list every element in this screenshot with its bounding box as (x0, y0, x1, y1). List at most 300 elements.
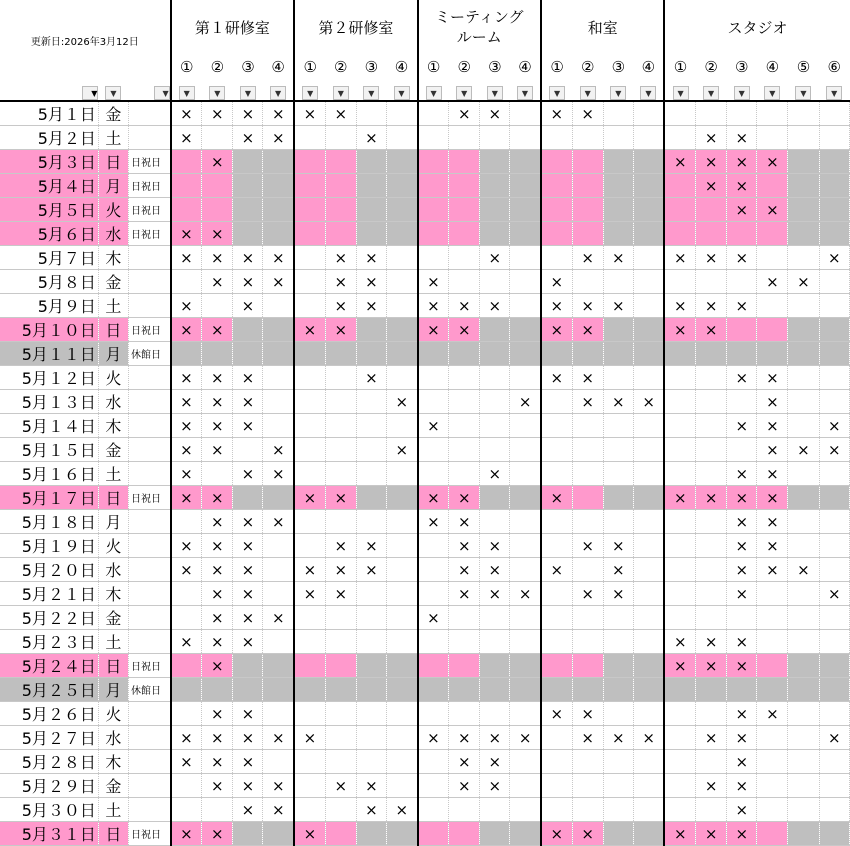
slot-cell[interactable] (356, 558, 386, 582)
slot-cell[interactable] (727, 414, 757, 438)
slot-cell[interactable] (233, 534, 263, 558)
slot-cell[interactable] (418, 438, 449, 462)
slot-cell[interactable] (664, 462, 695, 486)
slot-cell[interactable] (819, 798, 849, 822)
slot-cell[interactable] (325, 318, 356, 342)
slot-cell[interactable] (386, 678, 417, 702)
slot-cell[interactable] (633, 174, 664, 198)
slot-cell[interactable] (819, 126, 849, 150)
slot-cell[interactable] (325, 606, 356, 630)
slot-cell[interactable] (386, 270, 417, 294)
slot-cell[interactable] (603, 414, 633, 438)
slot-cell[interactable] (386, 606, 417, 630)
slot-filter-button[interactable] (696, 80, 727, 101)
slot-filter-button[interactable] (386, 80, 417, 101)
slot-cell[interactable] (757, 101, 788, 126)
slot-cell[interactable] (788, 414, 819, 438)
slot-cell[interactable] (325, 174, 356, 198)
slot-cell[interactable] (418, 270, 449, 294)
slot-filter-button[interactable] (510, 80, 541, 101)
slot-filter-button[interactable] (418, 80, 449, 101)
slot-filter-button[interactable] (633, 80, 664, 101)
slot-cell[interactable] (696, 702, 727, 726)
slot-cell[interactable] (449, 582, 480, 606)
slot-cell[interactable] (325, 630, 356, 654)
slot-cell[interactable] (449, 702, 480, 726)
slot-cell[interactable] (202, 342, 233, 366)
slot-filter-button[interactable] (325, 80, 356, 101)
slot-cell[interactable] (449, 630, 480, 654)
slot-cell[interactable] (325, 294, 356, 318)
slot-cell[interactable] (541, 318, 572, 342)
slot-cell[interactable] (696, 582, 727, 606)
slot-cell[interactable] (325, 270, 356, 294)
slot-cell[interactable] (202, 174, 233, 198)
slot-cell[interactable] (263, 318, 294, 342)
slot-cell[interactable] (788, 750, 819, 774)
slot-cell[interactable] (263, 582, 294, 606)
slot-cell[interactable] (202, 678, 233, 702)
slot-cell[interactable] (633, 150, 664, 174)
slot-cell[interactable] (386, 246, 417, 270)
filter-funnel-icon[interactable]: ▼ (82, 86, 98, 100)
slot-cell[interactable] (325, 534, 356, 558)
slot-cell[interactable] (418, 798, 449, 822)
slot-cell[interactable] (325, 366, 356, 390)
slot-cell[interactable] (202, 774, 233, 798)
slot-cell[interactable] (727, 702, 757, 726)
slot-cell[interactable] (263, 222, 294, 246)
slot-cell[interactable] (233, 366, 263, 390)
slot-cell[interactable] (541, 270, 572, 294)
slot-cell[interactable] (386, 101, 417, 126)
slot-cell[interactable] (819, 390, 849, 414)
slot-cell[interactable] (788, 101, 819, 126)
dow-filter-button[interactable] (98, 80, 128, 101)
slot-cell[interactable] (263, 654, 294, 678)
slot-cell[interactable] (696, 270, 727, 294)
slot-cell[interactable] (572, 750, 603, 774)
slot-cell[interactable] (233, 294, 263, 318)
slot-cell[interactable] (603, 126, 633, 150)
slot-cell[interactable] (418, 726, 449, 750)
slot-cell[interactable] (294, 774, 325, 798)
slot-cell[interactable] (788, 150, 819, 174)
slot-cell[interactable] (202, 702, 233, 726)
slot-cell[interactable] (171, 630, 202, 654)
slot-cell[interactable] (171, 654, 202, 678)
slot-cell[interactable] (356, 486, 386, 510)
slot-cell[interactable] (510, 558, 541, 582)
slot-cell[interactable] (696, 101, 727, 126)
slot-cell[interactable] (386, 126, 417, 150)
date-filter-button[interactable] (0, 80, 98, 101)
slot-cell[interactable] (541, 510, 572, 534)
slot-cell[interactable] (541, 294, 572, 318)
slot-cell[interactable] (325, 678, 356, 702)
slot-cell[interactable] (757, 438, 788, 462)
slot-cell[interactable] (664, 366, 695, 390)
slot-cell[interactable] (325, 462, 356, 486)
slot-cell[interactable] (664, 390, 695, 414)
dropdown-arrow-icon[interactable]: ▼ (640, 86, 656, 100)
slot-cell[interactable] (819, 438, 849, 462)
slot-cell[interactable] (449, 534, 480, 558)
slot-cell[interactable] (449, 198, 480, 222)
slot-cell[interactable] (263, 486, 294, 510)
slot-cell[interactable] (202, 414, 233, 438)
slot-cell[interactable] (788, 822, 819, 846)
slot-cell[interactable] (633, 606, 664, 630)
slot-cell[interactable] (603, 150, 633, 174)
slot-cell[interactable] (757, 822, 788, 846)
slot-cell[interactable] (294, 582, 325, 606)
slot-cell[interactable] (171, 582, 202, 606)
slot-cell[interactable] (757, 390, 788, 414)
slot-cell[interactable] (727, 534, 757, 558)
slot-cell[interactable] (510, 606, 541, 630)
slot-cell[interactable] (572, 318, 603, 342)
slot-cell[interactable] (572, 150, 603, 174)
slot-cell[interactable] (633, 318, 664, 342)
slot-cell[interactable] (541, 150, 572, 174)
slot-cell[interactable] (788, 654, 819, 678)
slot-cell[interactable] (202, 534, 233, 558)
slot-cell[interactable] (788, 294, 819, 318)
slot-cell[interactable] (633, 438, 664, 462)
slot-cell[interactable] (480, 462, 510, 486)
slot-cell[interactable] (541, 678, 572, 702)
slot-cell[interactable] (572, 654, 603, 678)
slot-cell[interactable] (171, 822, 202, 846)
slot-cell[interactable] (171, 702, 202, 726)
slot-cell[interactable] (788, 270, 819, 294)
slot-cell[interactable] (233, 606, 263, 630)
dropdown-arrow-icon[interactable]: ▼ (703, 86, 719, 100)
slot-cell[interactable] (510, 630, 541, 654)
slot-cell[interactable] (664, 318, 695, 342)
slot-cell[interactable] (449, 798, 480, 822)
dropdown-arrow-icon[interactable]: ▼ (795, 86, 811, 100)
slot-cell[interactable] (727, 174, 757, 198)
slot-cell[interactable] (356, 630, 386, 654)
slot-cell[interactable] (171, 726, 202, 750)
slot-cell[interactable] (541, 222, 572, 246)
slot-cell[interactable] (510, 414, 541, 438)
slot-cell[interactable] (633, 462, 664, 486)
slot-cell[interactable] (418, 318, 449, 342)
dropdown-arrow-icon[interactable]: ▼ (826, 86, 842, 100)
slot-cell[interactable] (664, 750, 695, 774)
slot-cell[interactable] (727, 510, 757, 534)
slot-filter-button[interactable] (480, 80, 510, 101)
slot-cell[interactable] (449, 342, 480, 366)
slot-cell[interactable] (325, 126, 356, 150)
slot-cell[interactable] (449, 270, 480, 294)
slot-cell[interactable] (386, 198, 417, 222)
slot-cell[interactable] (664, 246, 695, 270)
slot-cell[interactable] (572, 534, 603, 558)
slot-cell[interactable] (233, 678, 263, 702)
slot-cell[interactable] (633, 534, 664, 558)
slot-cell[interactable] (572, 702, 603, 726)
slot-cell[interactable] (263, 726, 294, 750)
slot-cell[interactable] (449, 318, 480, 342)
slot-cell[interactable] (233, 486, 263, 510)
slot-cell[interactable] (572, 726, 603, 750)
slot-filter-button[interactable] (757, 80, 788, 101)
slot-cell[interactable] (356, 126, 386, 150)
slot-cell[interactable] (202, 582, 233, 606)
slot-cell[interactable] (757, 678, 788, 702)
slot-cell[interactable] (356, 294, 386, 318)
slot-cell[interactable] (356, 702, 386, 726)
slot-cell[interactable] (325, 654, 356, 678)
slot-cell[interactable] (603, 558, 633, 582)
dropdown-arrow-icon[interactable]: ▼ (456, 86, 472, 100)
slot-cell[interactable] (603, 654, 633, 678)
slot-cell[interactable] (727, 750, 757, 774)
slot-cell[interactable] (664, 822, 695, 846)
slot-cell[interactable] (325, 246, 356, 270)
slot-cell[interactable] (233, 438, 263, 462)
slot-cell[interactable] (294, 150, 325, 174)
slot-cell[interactable] (757, 414, 788, 438)
slot-cell[interactable] (233, 174, 263, 198)
slot-cell[interactable] (757, 270, 788, 294)
slot-cell[interactable] (510, 726, 541, 750)
slot-filter-button[interactable] (572, 80, 603, 101)
slot-cell[interactable] (696, 774, 727, 798)
slot-cell[interactable] (480, 390, 510, 414)
slot-cell[interactable] (263, 534, 294, 558)
slot-cell[interactable] (572, 678, 603, 702)
slot-cell[interactable] (449, 222, 480, 246)
slot-cell[interactable] (633, 246, 664, 270)
slot-cell[interactable] (664, 222, 695, 246)
slot-cell[interactable] (263, 294, 294, 318)
slot-cell[interactable] (664, 774, 695, 798)
slot-cell[interactable] (418, 174, 449, 198)
slot-cell[interactable] (633, 630, 664, 654)
slot-cell[interactable] (664, 558, 695, 582)
slot-cell[interactable] (480, 654, 510, 678)
slot-cell[interactable] (788, 606, 819, 630)
slot-cell[interactable] (171, 101, 202, 126)
slot-cell[interactable] (788, 462, 819, 486)
slot-cell[interactable] (418, 750, 449, 774)
slot-cell[interactable] (664, 630, 695, 654)
slot-cell[interactable] (171, 798, 202, 822)
slot-cell[interactable] (418, 486, 449, 510)
slot-cell[interactable] (510, 270, 541, 294)
dropdown-arrow-icon[interactable]: ▼ (549, 86, 565, 100)
slot-cell[interactable] (233, 798, 263, 822)
slot-cell[interactable] (171, 246, 202, 270)
slot-cell[interactable] (633, 726, 664, 750)
slot-cell[interactable] (757, 486, 788, 510)
note-filter-button[interactable] (128, 80, 170, 101)
slot-cell[interactable] (696, 822, 727, 846)
slot-cell[interactable] (356, 222, 386, 246)
slot-cell[interactable] (325, 750, 356, 774)
slot-cell[interactable] (325, 414, 356, 438)
slot-cell[interactable] (510, 678, 541, 702)
slot-cell[interactable] (788, 486, 819, 510)
slot-cell[interactable] (325, 342, 356, 366)
slot-cell[interactable] (202, 726, 233, 750)
slot-cell[interactable] (727, 606, 757, 630)
slot-cell[interactable] (263, 366, 294, 390)
slot-cell[interactable] (727, 390, 757, 414)
slot-cell[interactable] (819, 510, 849, 534)
slot-cell[interactable] (603, 318, 633, 342)
slot-cell[interactable] (480, 726, 510, 750)
slot-filter-button[interactable] (263, 80, 294, 101)
slot-cell[interactable] (386, 462, 417, 486)
slot-cell[interactable] (171, 222, 202, 246)
slot-cell[interactable] (325, 101, 356, 126)
slot-cell[interactable] (819, 198, 849, 222)
slot-cell[interactable] (664, 270, 695, 294)
slot-cell[interactable] (541, 654, 572, 678)
slot-cell[interactable] (418, 366, 449, 390)
slot-cell[interactable] (727, 270, 757, 294)
slot-cell[interactable] (510, 774, 541, 798)
slot-cell[interactable] (386, 390, 417, 414)
slot-cell[interactable] (202, 270, 233, 294)
slot-cell[interactable] (386, 750, 417, 774)
slot-cell[interactable] (386, 294, 417, 318)
slot-cell[interactable] (418, 150, 449, 174)
slot-cell[interactable] (480, 510, 510, 534)
slot-cell[interactable] (510, 294, 541, 318)
slot-cell[interactable] (757, 582, 788, 606)
slot-cell[interactable] (664, 414, 695, 438)
slot-cell[interactable] (819, 414, 849, 438)
slot-cell[interactable] (757, 630, 788, 654)
slot-cell[interactable] (386, 654, 417, 678)
dropdown-arrow-icon[interactable]: ▼ (179, 86, 195, 100)
slot-cell[interactable] (510, 150, 541, 174)
slot-cell[interactable] (233, 630, 263, 654)
slot-cell[interactable] (233, 462, 263, 486)
slot-cell[interactable] (356, 822, 386, 846)
slot-cell[interactable] (263, 390, 294, 414)
slot-filter-button[interactable] (171, 80, 202, 101)
slot-cell[interactable] (356, 654, 386, 678)
slot-cell[interactable] (480, 222, 510, 246)
slot-cell[interactable] (541, 798, 572, 822)
slot-cell[interactable] (727, 294, 757, 318)
slot-cell[interactable] (664, 294, 695, 318)
slot-cell[interactable] (510, 342, 541, 366)
slot-cell[interactable] (418, 558, 449, 582)
slot-cell[interactable] (386, 582, 417, 606)
slot-cell[interactable] (696, 630, 727, 654)
slot-cell[interactable] (480, 414, 510, 438)
slot-cell[interactable] (696, 606, 727, 630)
slot-cell[interactable] (696, 294, 727, 318)
slot-cell[interactable] (788, 342, 819, 366)
slot-cell[interactable] (757, 774, 788, 798)
slot-cell[interactable] (819, 342, 849, 366)
slot-cell[interactable] (325, 510, 356, 534)
slot-cell[interactable] (294, 126, 325, 150)
dropdown-arrow-icon[interactable]: ▼ (764, 86, 780, 100)
slot-cell[interactable] (386, 174, 417, 198)
slot-cell[interactable] (572, 510, 603, 534)
slot-cell[interactable] (664, 174, 695, 198)
slot-cell[interactable] (480, 750, 510, 774)
slot-cell[interactable] (788, 246, 819, 270)
slot-cell[interactable] (603, 462, 633, 486)
slot-cell[interactable] (757, 222, 788, 246)
slot-cell[interactable] (510, 702, 541, 726)
slot-cell[interactable] (696, 126, 727, 150)
slot-cell[interactable] (325, 390, 356, 414)
slot-cell[interactable] (356, 438, 386, 462)
slot-cell[interactable] (171, 270, 202, 294)
slot-cell[interactable] (510, 654, 541, 678)
slot-cell[interactable] (541, 822, 572, 846)
slot-cell[interactable] (572, 101, 603, 126)
slot-cell[interactable] (356, 318, 386, 342)
slot-cell[interactable] (356, 101, 386, 126)
slot-cell[interactable] (233, 222, 263, 246)
slot-cell[interactable] (263, 270, 294, 294)
slot-cell[interactable] (603, 101, 633, 126)
slot-cell[interactable] (603, 510, 633, 534)
slot-cell[interactable] (541, 366, 572, 390)
slot-cell[interactable] (233, 822, 263, 846)
slot-cell[interactable] (294, 798, 325, 822)
slot-cell[interactable] (664, 126, 695, 150)
slot-cell[interactable] (788, 534, 819, 558)
slot-filter-button[interactable] (233, 80, 263, 101)
slot-cell[interactable] (727, 558, 757, 582)
slot-cell[interactable] (233, 246, 263, 270)
slot-cell[interactable] (819, 534, 849, 558)
slot-cell[interactable] (356, 726, 386, 750)
slot-cell[interactable] (263, 438, 294, 462)
slot-cell[interactable] (418, 294, 449, 318)
slot-cell[interactable] (541, 342, 572, 366)
slot-cell[interactable] (449, 246, 480, 270)
dropdown-arrow-icon[interactable]: ▼ (333, 86, 349, 100)
slot-cell[interactable] (386, 534, 417, 558)
slot-cell[interactable] (510, 582, 541, 606)
slot-cell[interactable] (603, 342, 633, 366)
slot-cell[interactable] (294, 486, 325, 510)
slot-cell[interactable] (233, 774, 263, 798)
slot-cell[interactable] (510, 462, 541, 486)
slot-filter-button[interactable] (819, 80, 849, 101)
slot-cell[interactable] (510, 822, 541, 846)
slot-cell[interactable] (819, 606, 849, 630)
slot-cell[interactable] (603, 750, 633, 774)
slot-cell[interactable] (572, 222, 603, 246)
slot-cell[interactable] (757, 150, 788, 174)
slot-cell[interactable] (171, 510, 202, 534)
dropdown-arrow-icon[interactable]: ▼ (154, 86, 170, 100)
slot-cell[interactable] (696, 654, 727, 678)
slot-cell[interactable] (356, 678, 386, 702)
slot-cell[interactable] (696, 678, 727, 702)
slot-cell[interactable] (171, 390, 202, 414)
slot-cell[interactable] (263, 150, 294, 174)
slot-cell[interactable] (202, 630, 233, 654)
